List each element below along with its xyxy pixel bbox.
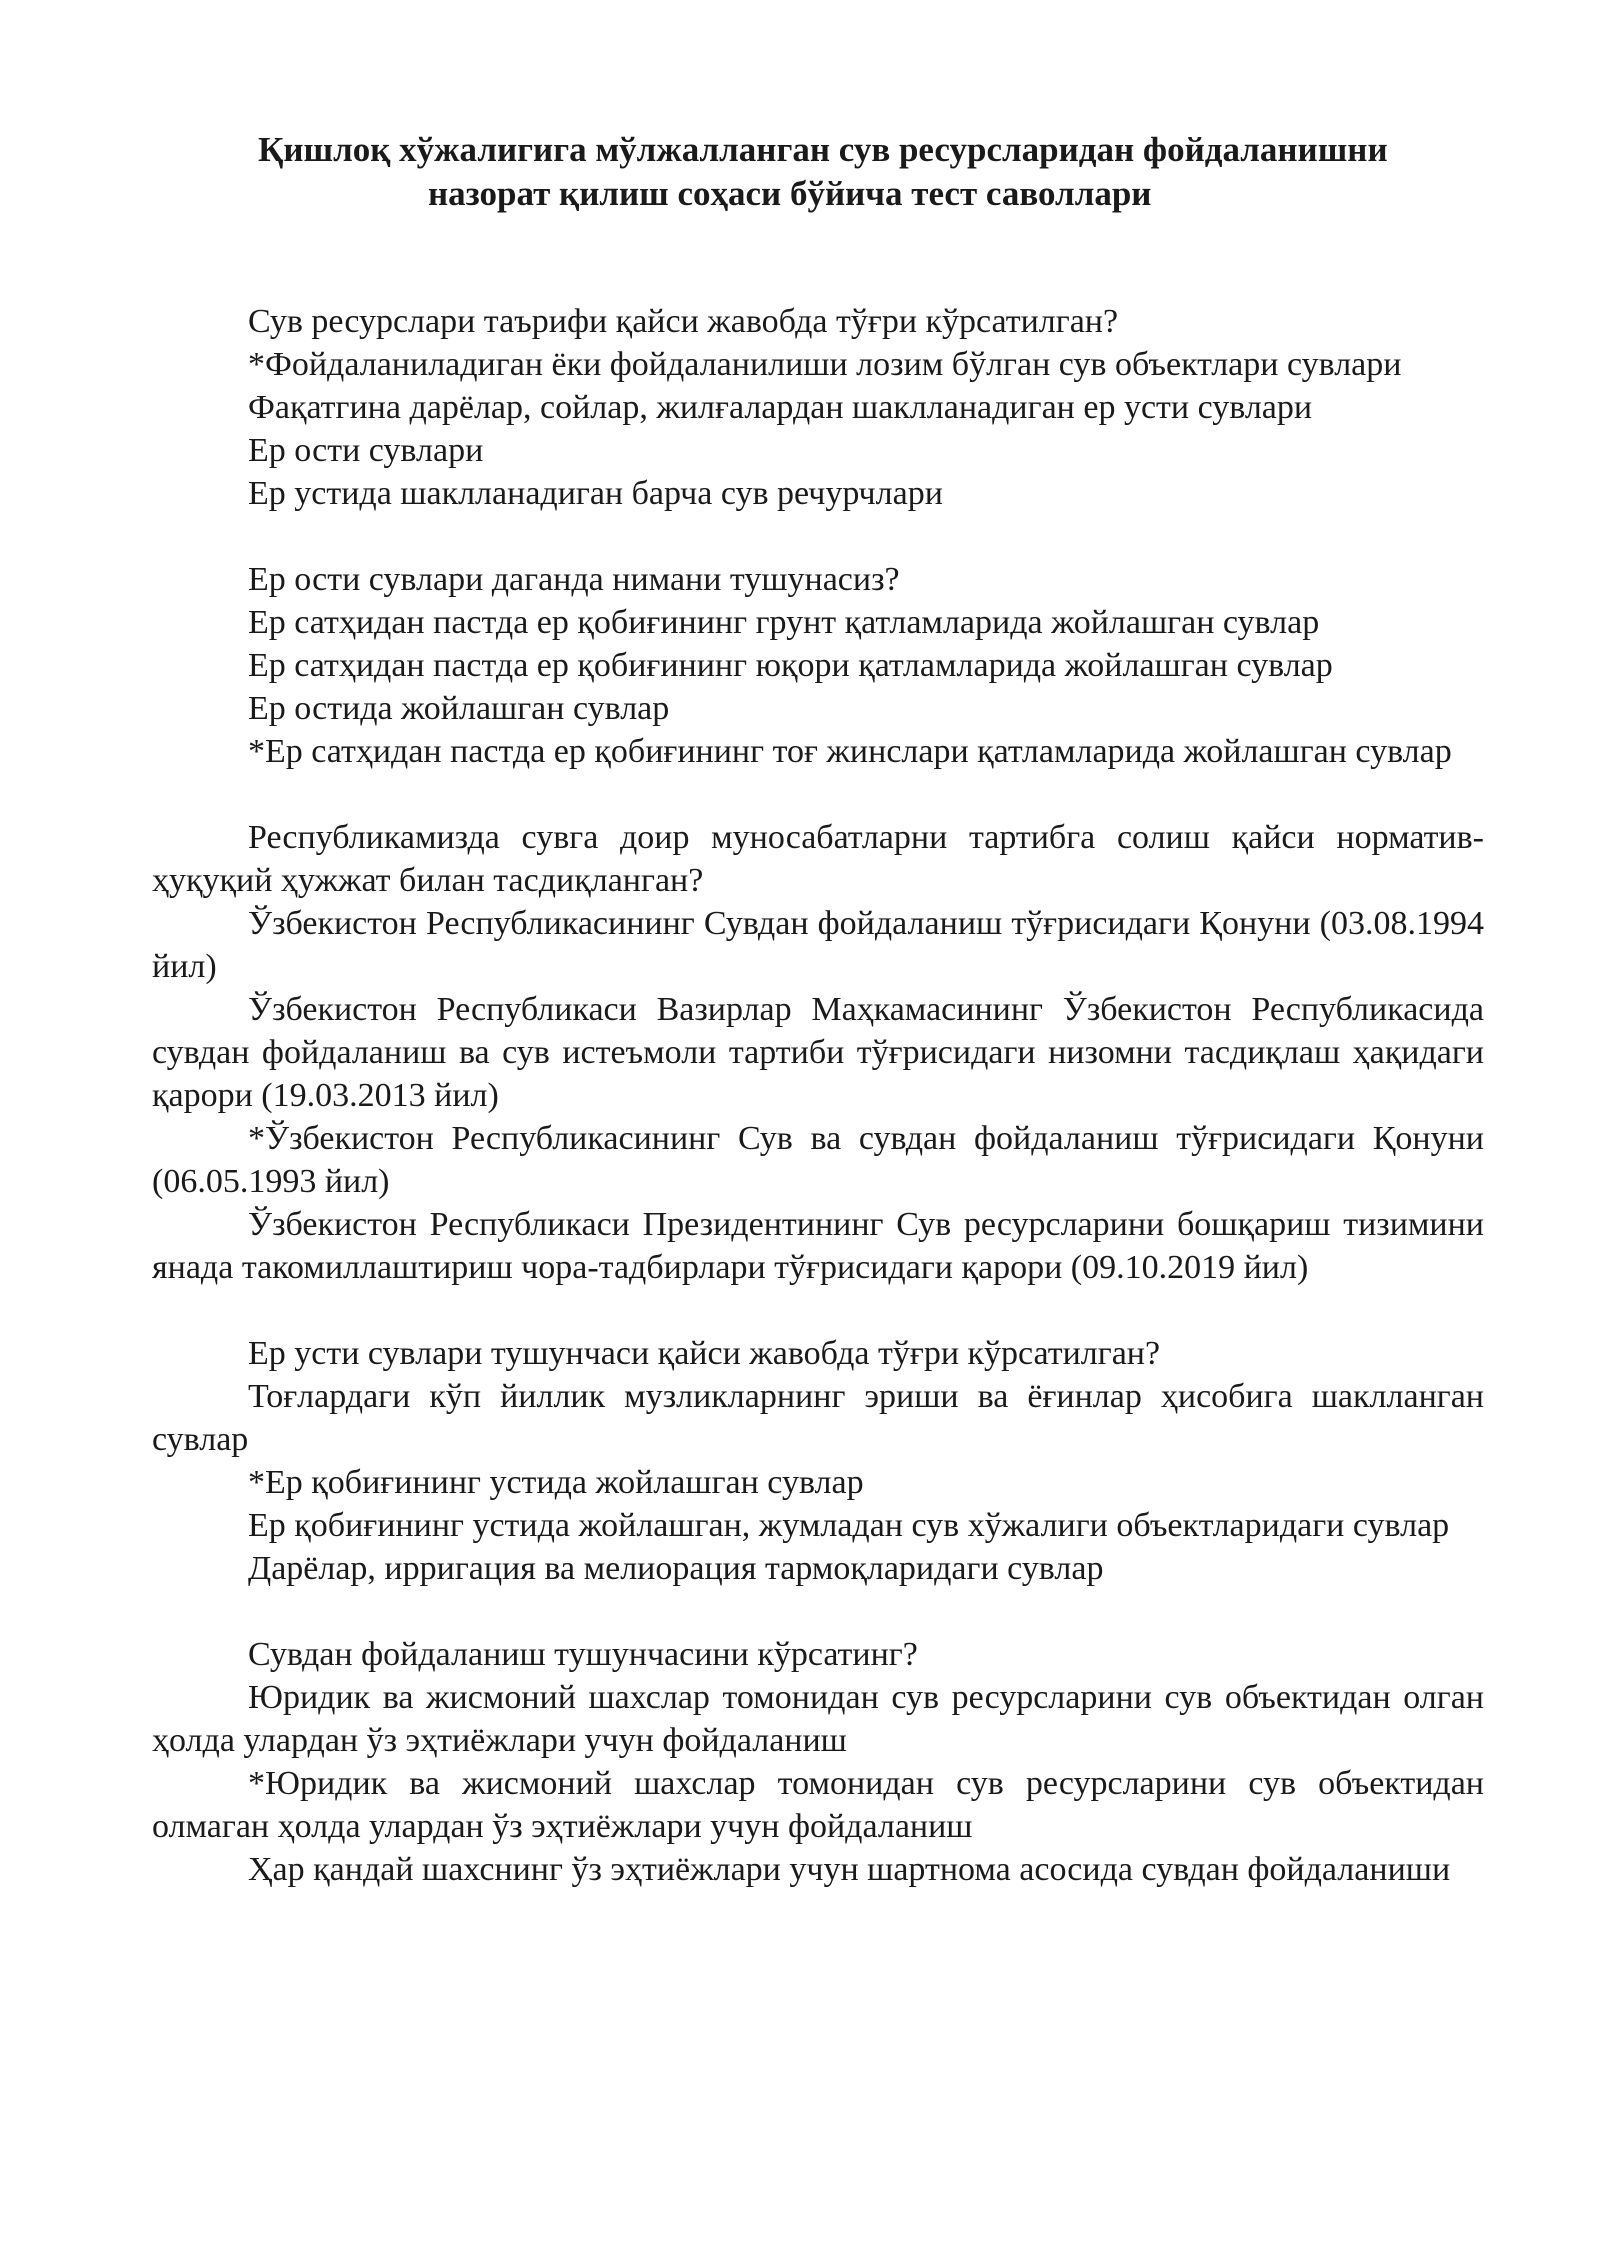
document-title — [152, 128, 1484, 216]
answer-option: *Ер сатҳидан пастда ер қобиғининг тоғ жинслари қатламларида жойлашган сувлар — [248, 733, 1452, 770]
answer-option: *Ер қобиғининг устида жойлашган сувлар — [248, 1464, 864, 1501]
question-list — [152, 300, 1484, 1891]
answer-option: Дарёлар, ирригация ва мелиорация тармоқларидаги сувлар — [248, 1550, 1104, 1587]
answer-option: Ер қобиғининг устида жойлашган, жумладан сув хўжалиги объектларидаги сувлар — [248, 1507, 1450, 1544]
answer-option: Фақатгина дарёлар, сойлар, жилғалардан шаклланадиган ер усти сувлари — [248, 389, 1313, 426]
answer-option: *Юридик ва жисмоний шахслар томонидан сув ресурсларини сув объектидан олмаган ҳолда улардан ўз эҳтиёжлари учун фойдаланиш — [152, 1765, 1484, 1845]
answer-option: Ўзбекистон Республикаси Вазирлар Маҳкамасининг Ўзбекистон Республикасида сувдан фойдаланиш ва сув истеъмоли тартиби тўғрисидаги низомни тасдиқлаш ҳақидаги қарори (19.03.2013 йил) — [152, 991, 1484, 1114]
answer-option: Юридик ва жисмоний шахслар томонидан сув ресурсларини сув объектидан олган ҳолда улардан ўз эҳтиёжлари учун фойдаланиш — [152, 1679, 1484, 1759]
answer-option: Ер сатҳидан пастда ер қобиғининг грунт қатламларида жойлашган сувлар — [248, 604, 1320, 641]
answer-option: Ўзбекистон Республикаси Президентининг Сув ресурсларини бошқариш тизимини янада такомиллаштириш чора-тадбирлари тўғрисидаги қарори (09.10.2019 йил) — [152, 1206, 1484, 1286]
question-block — [152, 1332, 1484, 1590]
answer-option: Ер устида шаклланадиган барча сув речурчлари — [248, 475, 943, 512]
answer-option: Ер сатҳидан пастда ер қобиғининг юқори қатламларида жойлашган сувлар — [248, 647, 1333, 684]
question-block — [152, 1633, 1484, 1891]
question-text: Ер усти сувлари тушунчаси қайси жавобда тўғри кўрсатилган? — [248, 1335, 1161, 1372]
answer-option: *Ўзбекистон Республикасининг Сув ва сувдан фойдаланиш тўғрисидаги Қонуни (06.05.1993 йил) — [152, 1120, 1484, 1200]
question-text: Сувдан фойдаланиш тушунчасини кўрсатинг? — [248, 1636, 918, 1673]
question-text: Сув ресурслари таърифи қайси жавобда тўғри кўрсатилган? — [248, 303, 1119, 340]
title-line-2: назорат қилиш соҳаси бўйича тест саволлари — [428, 174, 1152, 213]
document-page — [152, 128, 1484, 1891]
question-block — [152, 558, 1484, 773]
answer-option: Тоғлардаги кўп йиллик музликларнинг эриши ва ёғинлар ҳисобига шаклланган сувлар — [152, 1378, 1484, 1458]
question-text: Ер ости сувлари даганда нимани тушунасиз? — [248, 561, 900, 598]
question-block — [152, 300, 1484, 515]
answer-option: *Фойдаланиладиган ёки фойдаланилиши лозим бўлган сув объектлари сувлари — [248, 346, 1402, 383]
title-line-1: Қишлоқ хўжалигига мўлжалланган сув ресурсларидан фойдаланишни — [258, 130, 1388, 169]
answer-option: Ер ости сувлари — [248, 432, 484, 469]
answer-option: Ҳар қандай шахснинг ўз эҳтиёжлари учун шартнома асосида сувдан фойдаланиши — [248, 1851, 1451, 1888]
answer-option: Ер остида жойлашган сувлар — [248, 690, 670, 727]
question-text: Республикамизда сувга доир муносабатларни тартибга солиш қайси норматив-ҳуқуқий ҳужжат билан тасдиқланган? — [152, 819, 1484, 899]
answer-option: Ўзбекистон Республикасининг Сувдан фойдаланиш тўғрисидаги Қонуни (03.08.1994 йил) — [152, 905, 1484, 985]
question-block — [152, 816, 1484, 1289]
